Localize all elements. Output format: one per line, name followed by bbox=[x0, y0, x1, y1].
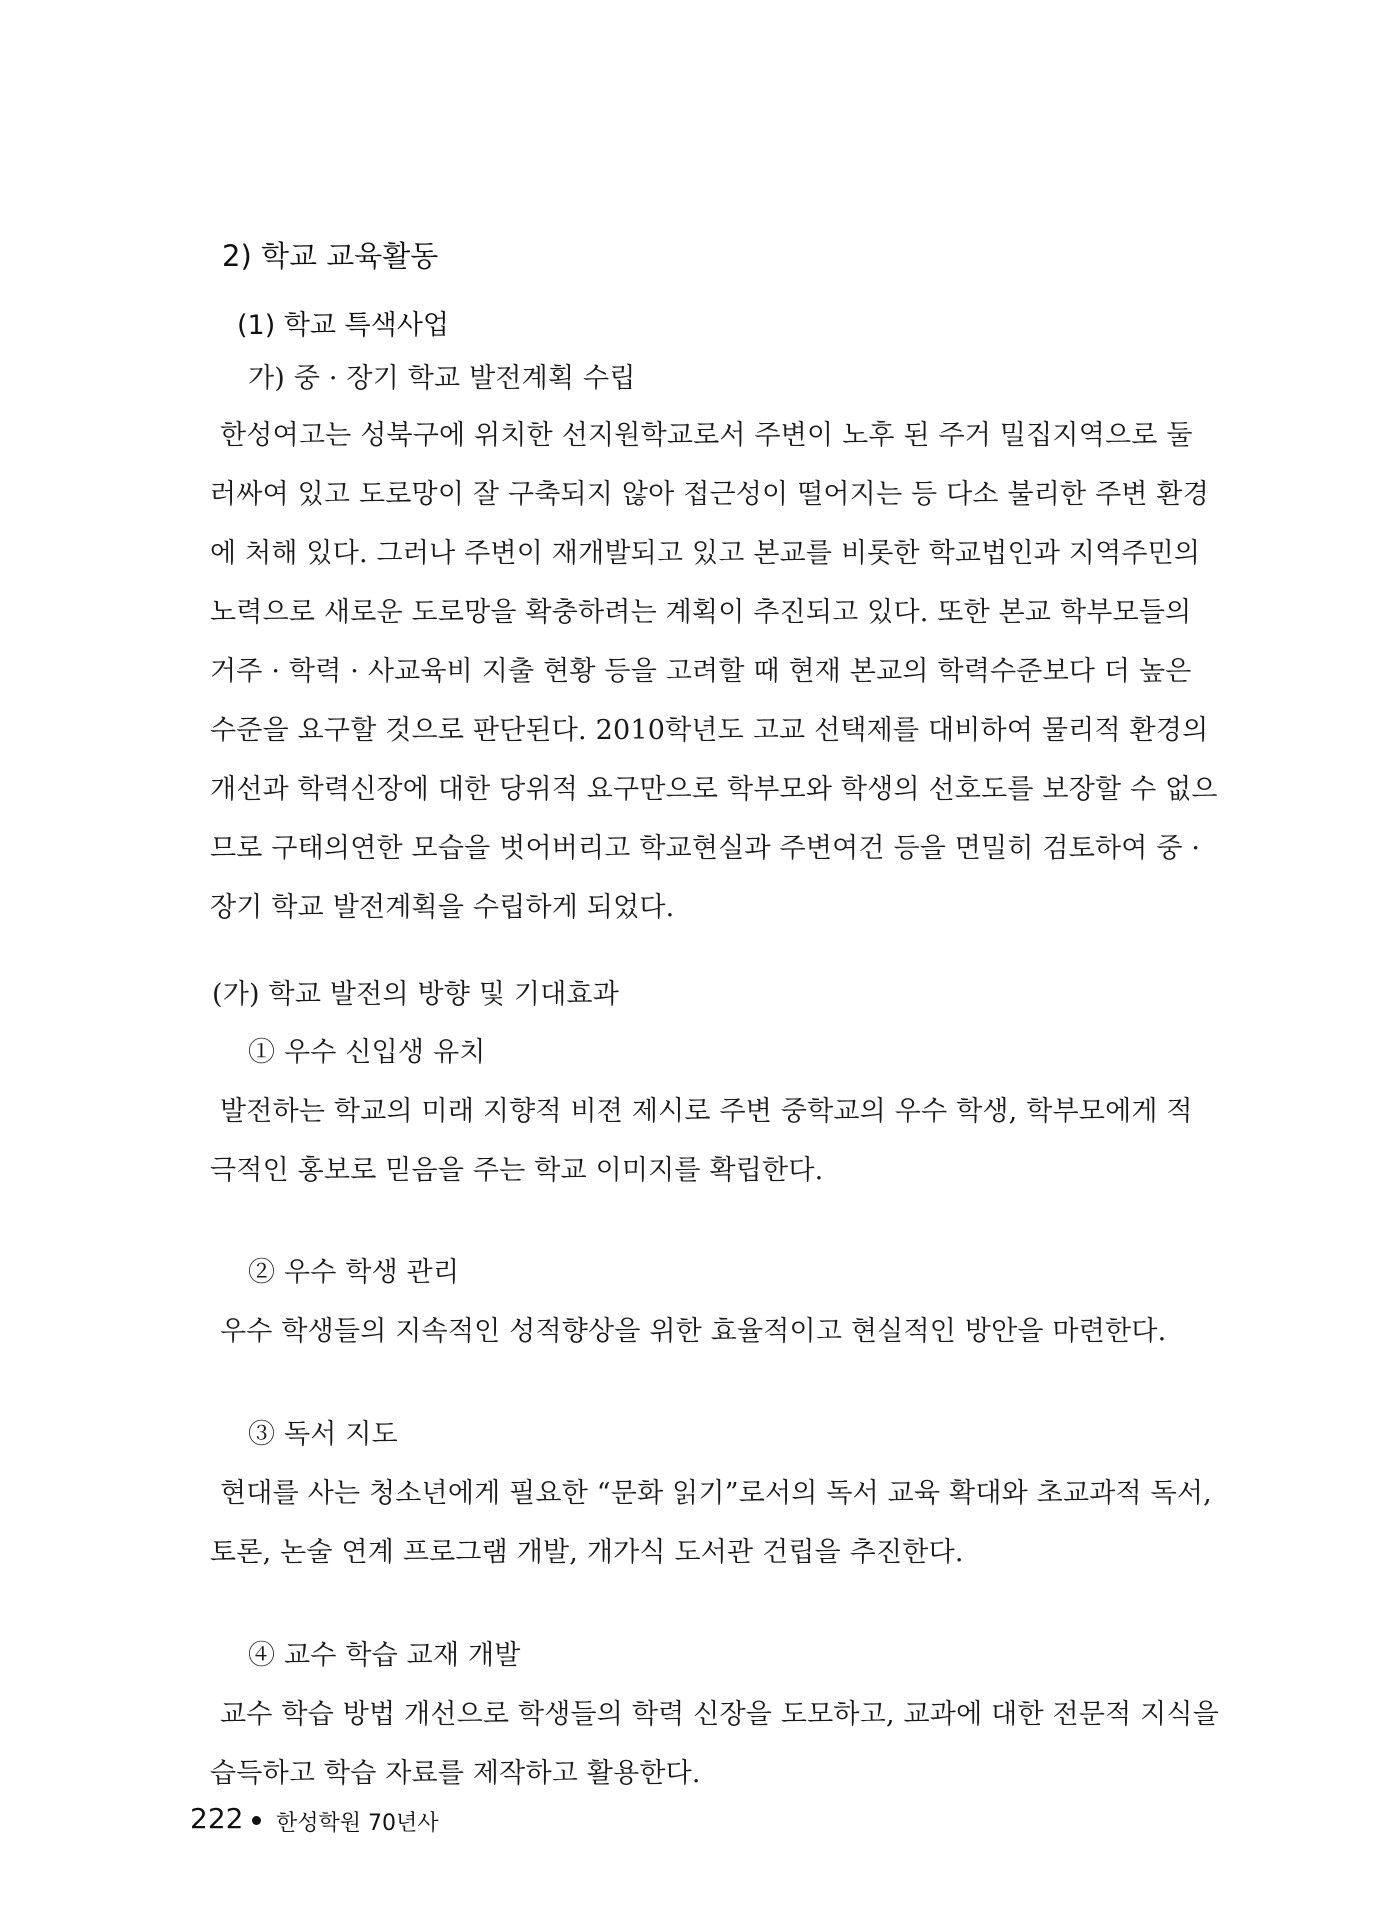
paragraph-line: 개선과 학력신장에 대한 당위적 요구만으로 학부모와 학생의 선호도를 보장할 수 없으 bbox=[210, 774, 1218, 805]
item-1-line: 발전하는 학교의 미래 지향적 비젼 제시로 주변 중학교의 우수 학생, 학부모에게 적 bbox=[220, 1096, 1193, 1127]
paragraph-line: 므로 구태의연한 모습을 벗어버리고 학교현실과 주변여건 등을 면밀히 검토하여 중 · bbox=[210, 833, 1201, 864]
item-2-title: ② 우수 학생 관리 bbox=[248, 1257, 460, 1288]
paragraph-line: 거주 · 학력 · 사교육비 지출 현황 등을 고려할 때 현재 본교의 학력수준보다 더 높은 bbox=[210, 656, 1192, 687]
footer-bullet-dot bbox=[252, 1816, 261, 1825]
page-number: 222 bbox=[190, 1802, 244, 1835]
item-4-line: 교수 학습 방법 개선으로 학생들의 학력 신장을 도모하고, 교과에 대한 전문적 지식을 bbox=[220, 1699, 1219, 1730]
paragraph-line: 에 처해 있다. 그러나 주변이 재개발되고 있고 본교를 비롯한 학교법인과 지역주민의 bbox=[210, 538, 1201, 569]
paragraph-line: 수준을 요구할 것으로 판단된다. 2010학년도 고교 선택제를 대비하여 물리적 환경의 bbox=[210, 715, 1209, 746]
book-title: 한성학원 70년사 bbox=[276, 1811, 439, 1836]
paragraph-line: 한성여고는 성북구에 위치한 선지원학교로서 주변이 노후 된 주거 밀집지역으로 둘 bbox=[220, 420, 1193, 451]
item-4-title: ④ 교수 학습 교재 개발 bbox=[248, 1640, 521, 1671]
paragraph-line: 러싸여 있고 도로망이 잘 구축되지 않아 접근성이 떨어지는 등 다소 불리한 주변 환경 bbox=[210, 479, 1209, 510]
item-4-line: 습득하고 학습 자료를 제작하고 활용한다. bbox=[210, 1758, 701, 1789]
item-2-line: 우수 학생들의 지속적인 성적향상을 위한 효율적이고 현실적인 방안을 마련한다. bbox=[220, 1316, 1167, 1347]
item-1-title: ① 우수 신입생 유치 bbox=[248, 1037, 486, 1068]
item-1-line: 극적인 홍보로 믿음을 주는 학교 이미지를 확립한다. bbox=[210, 1155, 824, 1186]
item-3-line: 현대를 사는 청소년에게 필요한 “문화 읽기”로서의 독서 교육 확대와 초교과적 독서, bbox=[220, 1478, 1212, 1509]
paragraph-line: 노력으로 새로운 도로망을 확충하려는 계획이 추진되고 있다. 또한 본교 학부모들의 bbox=[210, 597, 1192, 628]
item-3-line: 토론, 논술 연계 프로그램 개발, 개가식 도서관 건립을 추진한다. bbox=[210, 1537, 964, 1568]
direction-title: (가) 학교 발전의 방향 및 기대효과 bbox=[212, 979, 620, 1010]
item-title: 가) 중 · 장기 학교 발전계획 수립 bbox=[248, 363, 636, 394]
paragraph-line: 장기 학교 발전계획을 수립하게 되었다. bbox=[210, 892, 675, 923]
subsection-heading: (1) 학교 특색사업 bbox=[237, 310, 449, 341]
section-heading: 2) 학교 교육활동 bbox=[222, 239, 439, 273]
item-3-title: ③ 독서 지도 bbox=[248, 1419, 398, 1450]
